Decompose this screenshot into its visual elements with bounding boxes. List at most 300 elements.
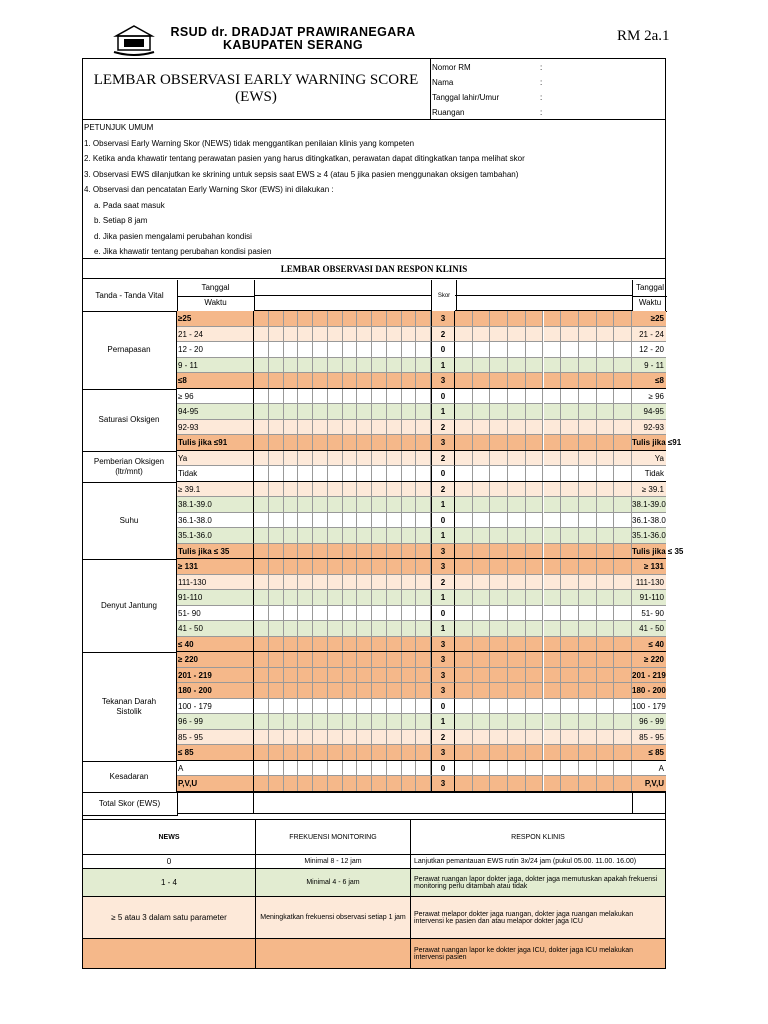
- observation-cell[interactable]: [357, 621, 372, 637]
- observation-cell[interactable]: [357, 637, 372, 653]
- observation-cell[interactable]: [597, 482, 615, 498]
- observation-cell[interactable]: [402, 466, 417, 482]
- observation-cell[interactable]: [526, 683, 544, 699]
- observation-cell[interactable]: [473, 389, 491, 405]
- observation-cell[interactable]: [343, 389, 358, 405]
- observation-cell[interactable]: [597, 699, 615, 715]
- observation-cell[interactable]: [490, 559, 508, 575]
- observation-cell[interactable]: [455, 621, 473, 637]
- observation-cell[interactable]: [455, 590, 473, 606]
- observation-cell[interactable]: [298, 575, 313, 591]
- waktu-input-left[interactable]: [254, 296, 431, 312]
- observation-cell[interactable]: [284, 482, 299, 498]
- observation-cell[interactable]: [254, 761, 269, 777]
- observation-cell[interactable]: [526, 590, 544, 606]
- observation-cell[interactable]: [328, 435, 343, 451]
- observation-cell[interactable]: [372, 606, 387, 622]
- observation-cell[interactable]: [614, 652, 632, 668]
- observation-cell[interactable]: [473, 513, 491, 529]
- observation-cell[interactable]: [526, 373, 544, 389]
- observation-cell[interactable]: [561, 730, 579, 746]
- observation-cell[interactable]: [254, 590, 269, 606]
- observation-cell[interactable]: [298, 683, 313, 699]
- observation-cell[interactable]: [328, 482, 343, 498]
- observation-cell[interactable]: [269, 327, 284, 343]
- observation-cell[interactable]: [455, 699, 473, 715]
- observation-cell[interactable]: [561, 482, 579, 498]
- observation-cell[interactable]: [614, 590, 632, 606]
- observation-cell[interactable]: [561, 451, 579, 467]
- observation-cell[interactable]: [455, 404, 473, 420]
- observation-cell[interactable]: [526, 358, 544, 374]
- observation-cell[interactable]: [402, 590, 417, 606]
- observation-cell[interactable]: [284, 575, 299, 591]
- observation-cell[interactable]: [313, 466, 328, 482]
- observation-cell[interactable]: [284, 420, 299, 436]
- observation-cell[interactable]: [455, 373, 473, 389]
- observation-cell[interactable]: [597, 621, 615, 637]
- observation-cell[interactable]: [473, 559, 491, 575]
- observation-cell[interactable]: [490, 528, 508, 544]
- observation-cell[interactable]: [508, 621, 526, 637]
- observation-cell[interactable]: [254, 714, 269, 730]
- observation-cell[interactable]: [328, 513, 343, 529]
- observation-cell[interactable]: [561, 420, 579, 436]
- observation-cell[interactable]: [343, 637, 358, 653]
- observation-cell[interactable]: [579, 699, 597, 715]
- observation-cell[interactable]: [526, 621, 544, 637]
- observation-cell[interactable]: [284, 358, 299, 374]
- observation-cell[interactable]: [284, 327, 299, 343]
- observation-cell[interactable]: [284, 745, 299, 761]
- observation-cell[interactable]: [526, 404, 544, 420]
- observation-cell[interactable]: [387, 544, 402, 560]
- observation-cell[interactable]: [614, 404, 632, 420]
- observation-cell[interactable]: [614, 683, 632, 699]
- observation-cell[interactable]: [313, 683, 328, 699]
- observation-cell[interactable]: [284, 373, 299, 389]
- observation-cell[interactable]: [328, 342, 343, 358]
- observation-cell[interactable]: [298, 451, 313, 467]
- observation-cell[interactable]: [254, 745, 269, 761]
- observation-cell[interactable]: [544, 745, 562, 761]
- observation-cell[interactable]: [579, 590, 597, 606]
- observation-cell[interactable]: [269, 528, 284, 544]
- observation-cell[interactable]: [416, 342, 431, 358]
- observation-cell[interactable]: [254, 528, 269, 544]
- observation-cell[interactable]: [473, 575, 491, 591]
- observation-cell[interactable]: [402, 637, 417, 653]
- observation-cell[interactable]: [544, 389, 562, 405]
- observation-cell[interactable]: [508, 528, 526, 544]
- observation-cell[interactable]: [490, 699, 508, 715]
- observation-cell[interactable]: [357, 575, 372, 591]
- observation-cell[interactable]: [284, 404, 299, 420]
- observation-cell[interactable]: [402, 683, 417, 699]
- observation-cell[interactable]: [597, 637, 615, 653]
- observation-cell[interactable]: [455, 730, 473, 746]
- observation-cell[interactable]: [526, 652, 544, 668]
- observation-cell[interactable]: [402, 652, 417, 668]
- observation-cell[interactable]: [473, 637, 491, 653]
- observation-cell[interactable]: [357, 714, 372, 730]
- observation-cell[interactable]: [298, 389, 313, 405]
- observation-cell[interactable]: [490, 730, 508, 746]
- observation-cell[interactable]: [254, 683, 269, 699]
- observation-cell[interactable]: [455, 358, 473, 374]
- observation-cell[interactable]: [561, 466, 579, 482]
- observation-cell[interactable]: [455, 389, 473, 405]
- observation-cell[interactable]: [372, 420, 387, 436]
- observation-cell[interactable]: [455, 637, 473, 653]
- observation-cell[interactable]: [544, 513, 562, 529]
- observation-cell[interactable]: [387, 559, 402, 575]
- observation-cell[interactable]: [284, 497, 299, 513]
- observation-cell[interactable]: [597, 435, 615, 451]
- observation-cell[interactable]: [357, 776, 372, 792]
- observation-cell[interactable]: [402, 528, 417, 544]
- observation-cell[interactable]: [372, 776, 387, 792]
- observation-cell[interactable]: [614, 528, 632, 544]
- observation-cell[interactable]: [473, 606, 491, 622]
- observation-cell[interactable]: [298, 513, 313, 529]
- observation-cell[interactable]: [544, 730, 562, 746]
- observation-cell[interactable]: [284, 528, 299, 544]
- observation-cell[interactable]: [508, 513, 526, 529]
- observation-cell[interactable]: [313, 482, 328, 498]
- observation-cell[interactable]: [579, 683, 597, 699]
- observation-cell[interactable]: [357, 652, 372, 668]
- observation-cell[interactable]: [387, 683, 402, 699]
- observation-cell[interactable]: [269, 668, 284, 684]
- observation-cell[interactable]: [561, 590, 579, 606]
- observation-cell[interactable]: [473, 404, 491, 420]
- observation-cell[interactable]: [526, 637, 544, 653]
- observation-cell[interactable]: [298, 714, 313, 730]
- observation-cell[interactable]: [402, 699, 417, 715]
- observation-cell[interactable]: [455, 575, 473, 591]
- observation-cell[interactable]: [343, 466, 358, 482]
- observation-cell[interactable]: [526, 435, 544, 451]
- observation-cell[interactable]: [526, 714, 544, 730]
- observation-cell[interactable]: [508, 482, 526, 498]
- observation-cell[interactable]: [455, 652, 473, 668]
- observation-cell[interactable]: [328, 327, 343, 343]
- observation-cell[interactable]: [328, 466, 343, 482]
- observation-cell[interactable]: [526, 482, 544, 498]
- observation-cell[interactable]: [614, 544, 632, 560]
- observation-cell[interactable]: [328, 714, 343, 730]
- observation-cell[interactable]: [561, 668, 579, 684]
- observation-cell[interactable]: [284, 699, 299, 715]
- observation-cell[interactable]: [490, 668, 508, 684]
- observation-cell[interactable]: [269, 513, 284, 529]
- observation-cell[interactable]: [561, 683, 579, 699]
- observation-cell[interactable]: [490, 327, 508, 343]
- observation-cell[interactable]: [614, 420, 632, 436]
- observation-cell[interactable]: [254, 621, 269, 637]
- observation-cell[interactable]: [614, 358, 632, 374]
- observation-cell[interactable]: [416, 652, 431, 668]
- observation-cell[interactable]: [614, 699, 632, 715]
- observation-cell[interactable]: [387, 621, 402, 637]
- observation-cell[interactable]: [357, 590, 372, 606]
- observation-cell[interactable]: [579, 466, 597, 482]
- observation-cell[interactable]: [372, 311, 387, 327]
- observation-cell[interactable]: [490, 311, 508, 327]
- observation-cell[interactable]: [416, 358, 431, 374]
- observation-cell[interactable]: [597, 714, 615, 730]
- observation-cell[interactable]: [357, 435, 372, 451]
- observation-cell[interactable]: [269, 311, 284, 327]
- observation-cell[interactable]: [313, 373, 328, 389]
- observation-cell[interactable]: [455, 761, 473, 777]
- observation-cell[interactable]: [490, 420, 508, 436]
- observation-cell[interactable]: [387, 761, 402, 777]
- observation-cell[interactable]: [455, 482, 473, 498]
- observation-cell[interactable]: [372, 559, 387, 575]
- observation-cell[interactable]: [526, 606, 544, 622]
- observation-cell[interactable]: [313, 327, 328, 343]
- observation-cell[interactable]: [254, 373, 269, 389]
- observation-cell[interactable]: [561, 652, 579, 668]
- observation-cell[interactable]: [597, 513, 615, 529]
- observation-cell[interactable]: [561, 513, 579, 529]
- observation-cell[interactable]: [473, 699, 491, 715]
- observation-cell[interactable]: [597, 652, 615, 668]
- observation-cell[interactable]: [614, 513, 632, 529]
- tanggal-input-right[interactable]: [455, 280, 632, 296]
- observation-cell[interactable]: [579, 373, 597, 389]
- observation-cell[interactable]: [343, 404, 358, 420]
- observation-cell[interactable]: [579, 404, 597, 420]
- observation-cell[interactable]: [614, 745, 632, 761]
- observation-cell[interactable]: [579, 311, 597, 327]
- observation-cell[interactable]: [416, 575, 431, 591]
- observation-cell[interactable]: [402, 544, 417, 560]
- observation-cell[interactable]: [508, 699, 526, 715]
- observation-cell[interactable]: [526, 342, 544, 358]
- observation-cell[interactable]: [269, 389, 284, 405]
- observation-cell[interactable]: [387, 652, 402, 668]
- observation-cell[interactable]: [490, 621, 508, 637]
- observation-cell[interactable]: [328, 652, 343, 668]
- observation-cell[interactable]: [508, 342, 526, 358]
- observation-cell[interactable]: [402, 451, 417, 467]
- observation-cell[interactable]: [343, 358, 358, 374]
- observation-cell[interactable]: [416, 559, 431, 575]
- observation-cell[interactable]: [387, 513, 402, 529]
- observation-cell[interactable]: [402, 311, 417, 327]
- observation-cell[interactable]: [473, 327, 491, 343]
- observation-cell[interactable]: [490, 466, 508, 482]
- observation-cell[interactable]: [343, 745, 358, 761]
- observation-cell[interactable]: [597, 730, 615, 746]
- observation-cell[interactable]: [579, 544, 597, 560]
- observation-cell[interactable]: [313, 311, 328, 327]
- observation-cell[interactable]: [579, 730, 597, 746]
- observation-cell[interactable]: [387, 404, 402, 420]
- observation-cell[interactable]: [387, 342, 402, 358]
- observation-cell[interactable]: [372, 637, 387, 653]
- observation-cell[interactable]: [402, 373, 417, 389]
- observation-cell[interactable]: [343, 776, 358, 792]
- observation-cell[interactable]: [269, 451, 284, 467]
- observation-cell[interactable]: [328, 358, 343, 374]
- observation-cell[interactable]: [343, 621, 358, 637]
- observation-cell[interactable]: [561, 373, 579, 389]
- observation-cell[interactable]: [313, 668, 328, 684]
- observation-cell[interactable]: [544, 528, 562, 544]
- observation-cell[interactable]: [387, 482, 402, 498]
- observation-cell[interactable]: [455, 420, 473, 436]
- observation-cell[interactable]: [614, 637, 632, 653]
- observation-cell[interactable]: [328, 559, 343, 575]
- observation-cell[interactable]: [402, 404, 417, 420]
- observation-cell[interactable]: [561, 745, 579, 761]
- observation-cell[interactable]: [298, 559, 313, 575]
- observation-cell[interactable]: [284, 559, 299, 575]
- observation-cell[interactable]: [402, 497, 417, 513]
- observation-cell[interactable]: [313, 621, 328, 637]
- observation-cell[interactable]: [343, 420, 358, 436]
- observation-cell[interactable]: [579, 652, 597, 668]
- observation-cell[interactable]: [284, 389, 299, 405]
- observation-cell[interactable]: [597, 683, 615, 699]
- observation-cell[interactable]: [544, 621, 562, 637]
- observation-cell[interactable]: [298, 435, 313, 451]
- observation-cell[interactable]: [579, 714, 597, 730]
- observation-cell[interactable]: [372, 683, 387, 699]
- observation-cell[interactable]: [455, 311, 473, 327]
- observation-cell[interactable]: [298, 730, 313, 746]
- observation-cell[interactable]: [402, 745, 417, 761]
- observation-cell[interactable]: [402, 761, 417, 777]
- observation-cell[interactable]: [455, 497, 473, 513]
- observation-cell[interactable]: [473, 776, 491, 792]
- observation-cell[interactable]: [508, 497, 526, 513]
- observation-cell[interactable]: [544, 761, 562, 777]
- observation-cell[interactable]: [490, 451, 508, 467]
- observation-cell[interactable]: [254, 513, 269, 529]
- observation-cell[interactable]: [614, 389, 632, 405]
- observation-cell[interactable]: [416, 606, 431, 622]
- observation-cell[interactable]: [597, 544, 615, 560]
- observation-cell[interactable]: [284, 637, 299, 653]
- observation-cell[interactable]: [328, 311, 343, 327]
- observation-cell[interactable]: [455, 466, 473, 482]
- observation-cell[interactable]: [473, 420, 491, 436]
- patient-info-value[interactable]: :: [540, 108, 543, 117]
- observation-cell[interactable]: [284, 652, 299, 668]
- observation-cell[interactable]: [357, 544, 372, 560]
- observation-cell[interactable]: [544, 544, 562, 560]
- observation-cell[interactable]: [508, 389, 526, 405]
- observation-cell[interactable]: [357, 327, 372, 343]
- observation-cell[interactable]: [508, 590, 526, 606]
- observation-cell[interactable]: [544, 358, 562, 374]
- observation-cell[interactable]: [508, 327, 526, 343]
- observation-cell[interactable]: [579, 528, 597, 544]
- observation-cell[interactable]: [561, 621, 579, 637]
- observation-cell[interactable]: [416, 466, 431, 482]
- observation-cell[interactable]: [387, 590, 402, 606]
- observation-cell[interactable]: [508, 714, 526, 730]
- observation-cell[interactable]: [372, 404, 387, 420]
- observation-cell[interactable]: [298, 590, 313, 606]
- observation-cell[interactable]: [416, 668, 431, 684]
- observation-cell[interactable]: [544, 373, 562, 389]
- observation-cell[interactable]: [579, 327, 597, 343]
- observation-cell[interactable]: [579, 668, 597, 684]
- observation-cell[interactable]: [526, 327, 544, 343]
- observation-cell[interactable]: [473, 528, 491, 544]
- observation-cell[interactable]: [269, 714, 284, 730]
- observation-cell[interactable]: [298, 466, 313, 482]
- observation-cell[interactable]: [473, 668, 491, 684]
- observation-cell[interactable]: [254, 637, 269, 653]
- observation-cell[interactable]: [416, 621, 431, 637]
- observation-cell[interactable]: [614, 451, 632, 467]
- observation-cell[interactable]: [508, 776, 526, 792]
- observation-cell[interactable]: [561, 761, 579, 777]
- observation-cell[interactable]: [490, 513, 508, 529]
- observation-cell[interactable]: [473, 745, 491, 761]
- observation-cell[interactable]: [614, 730, 632, 746]
- observation-cell[interactable]: [597, 776, 615, 792]
- observation-cell[interactable]: [357, 420, 372, 436]
- observation-cell[interactable]: [328, 683, 343, 699]
- observation-cell[interactable]: [597, 559, 615, 575]
- observation-cell[interactable]: [269, 699, 284, 715]
- observation-cell[interactable]: [328, 451, 343, 467]
- observation-cell[interactable]: [579, 606, 597, 622]
- observation-cell[interactable]: [455, 745, 473, 761]
- observation-cell[interactable]: [254, 482, 269, 498]
- observation-cell[interactable]: [561, 559, 579, 575]
- observation-cell[interactable]: [614, 435, 632, 451]
- observation-cell[interactable]: [269, 342, 284, 358]
- observation-cell[interactable]: [597, 466, 615, 482]
- observation-cell[interactable]: [416, 373, 431, 389]
- observation-cell[interactable]: [343, 683, 358, 699]
- observation-cell[interactable]: [416, 497, 431, 513]
- observation-cell[interactable]: [372, 528, 387, 544]
- observation-cell[interactable]: [579, 513, 597, 529]
- observation-cell[interactable]: [298, 699, 313, 715]
- observation-cell[interactable]: [579, 358, 597, 374]
- observation-cell[interactable]: [357, 683, 372, 699]
- observation-cell[interactable]: [269, 404, 284, 420]
- observation-cell[interactable]: [328, 637, 343, 653]
- observation-cell[interactable]: [473, 311, 491, 327]
- observation-cell[interactable]: [508, 575, 526, 591]
- observation-cell[interactable]: [269, 606, 284, 622]
- observation-cell[interactable]: [416, 482, 431, 498]
- observation-cell[interactable]: [597, 761, 615, 777]
- observation-cell[interactable]: [561, 327, 579, 343]
- observation-cell[interactable]: [561, 575, 579, 591]
- observation-cell[interactable]: [490, 389, 508, 405]
- observation-cell[interactable]: [544, 482, 562, 498]
- observation-cell[interactable]: [254, 389, 269, 405]
- observation-cell[interactable]: [544, 668, 562, 684]
- observation-cell[interactable]: [387, 714, 402, 730]
- observation-cell[interactable]: [402, 606, 417, 622]
- observation-cell[interactable]: [343, 590, 358, 606]
- observation-cell[interactable]: [416, 451, 431, 467]
- observation-cell[interactable]: [313, 559, 328, 575]
